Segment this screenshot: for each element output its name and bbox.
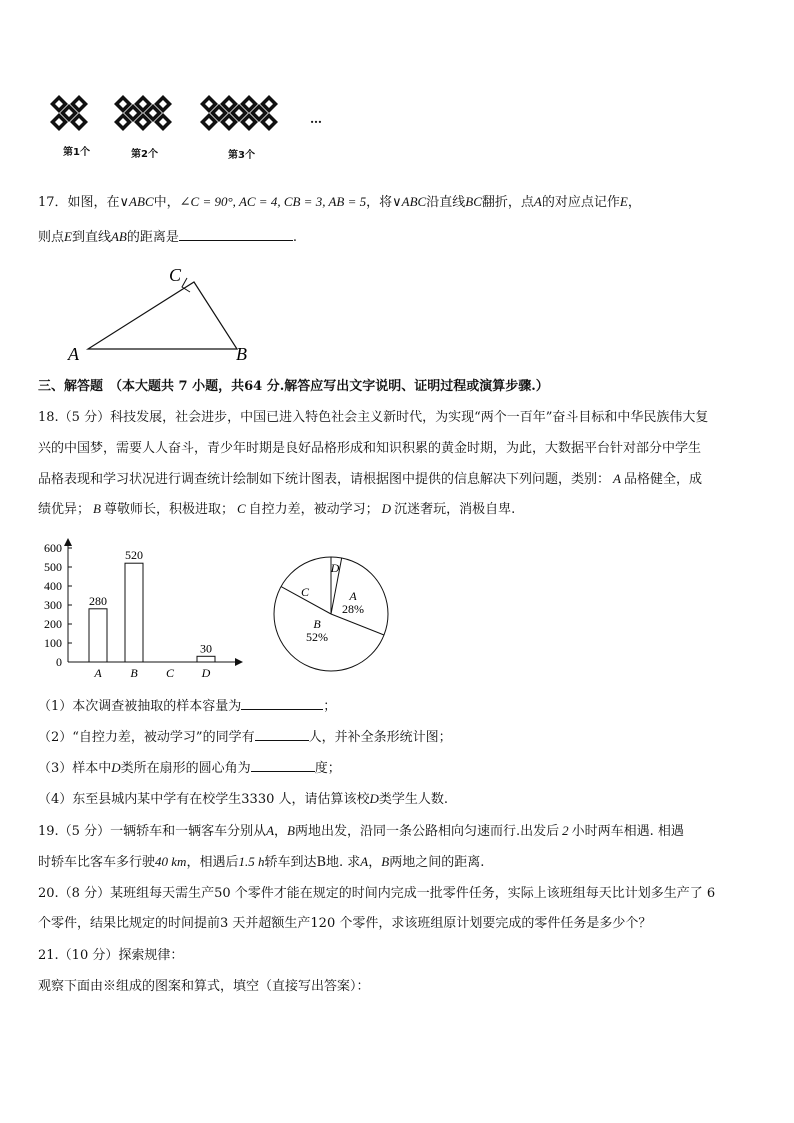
place-a: A: [266, 823, 275, 838]
q18-sub-4: [38, 790, 448, 809]
category-label-b: B: [130, 666, 138, 680]
slice-percent-b: 52%: [306, 630, 328, 644]
category-d: D: [381, 501, 392, 516]
q19-text: 小时两车相遇. 相遇: [571, 824, 684, 839]
q18-sub-text: 类所在扇形的圆心角为: [120, 761, 251, 776]
line-ab: AB: [110, 229, 127, 244]
q18-text: 品格健全，成: [623, 472, 702, 487]
category-d: D: [369, 791, 379, 806]
y-tick-label: 0: [56, 655, 62, 669]
bar-a: [89, 609, 107, 662]
y-tick-label: 500: [44, 560, 62, 574]
q18-line-2: 兴的中国梦，需要人人奋斗，青少年时期是良好品格形成和知识积累的黄金时期，为此，大数据平台针对部分中学生: [38, 441, 702, 456]
slice-label-b: B: [313, 617, 321, 631]
q19-line-2: [38, 853, 484, 872]
q19-line-1: [38, 822, 684, 841]
vertex-c-label: C: [169, 265, 182, 285]
q17-line-1: [38, 193, 641, 212]
q18-sub-text: （4）东至县城内某中学有在校学生3330 人，请估算该校: [38, 792, 370, 807]
point-a: A: [533, 194, 542, 209]
q19-text: 时轿车比客车多行驶: [38, 855, 156, 870]
y-tick-label: 300: [44, 598, 62, 612]
q18-sub-text: （2）“自控力差，被动学习”的同学有: [38, 730, 255, 745]
category-b: B: [93, 501, 101, 516]
q19-text: 两地出发，沿同一条公路相向匀速而行.出发后: [295, 824, 560, 839]
category-c: C: [236, 501, 246, 516]
q17-triangle-figure: [60, 260, 260, 368]
q17-text: 翻折，点: [481, 195, 534, 210]
slice-label-d: D: [330, 561, 340, 575]
section-note: （本大题共 7 小题，共64 分.解答应写出文字说明、证明过程或演算步骤.）: [109, 379, 549, 394]
place-b: B: [381, 854, 390, 869]
q18-sub-2: [38, 728, 452, 747]
q17-text: 沿直线: [426, 195, 466, 210]
q18-sub-text: 类学生人数.: [378, 792, 449, 807]
pattern-caption-1: 第1个: [63, 147, 90, 158]
bar-b: [125, 563, 143, 662]
q17-text: 的对应点记作: [541, 195, 620, 210]
category-label-c: C: [165, 666, 175, 680]
pattern-3: [200, 95, 278, 131]
q17-text: 中，: [153, 195, 180, 210]
q17-number: 17．如图，在: [38, 195, 120, 210]
q17-conditions: ∠C = 90°, AC = 4, CB = 3, AB = 5: [179, 194, 367, 209]
hours-value: 2: [562, 823, 569, 838]
y-tick-label: 100: [44, 636, 62, 650]
q19-text: ，: [274, 824, 288, 839]
pattern-caption-2: 第2个: [131, 149, 158, 160]
q19-text: 轿车到达: [264, 855, 317, 870]
place-b: B: [287, 823, 295, 838]
q19-text: ，相遇后: [186, 855, 239, 870]
line-bc: BC: [465, 194, 482, 209]
bar-value-label-b: 520: [125, 548, 143, 563]
q18-line-1: 18.（5 分）科技发展，社会进步，中国已进入特色社会主义新时代，为实现“两个一百年”奋斗目标和中华民族伟大复: [38, 410, 709, 425]
slice-label-a: A: [349, 589, 357, 603]
vertex-a-label: A: [68, 344, 79, 364]
q18-text: 沉迷奢玩，消极自卑.: [394, 502, 516, 517]
q19-text: 两地之间的距离.: [389, 855, 485, 870]
q18-sub-text: （1）本次调查被抽取的样本容量为: [38, 699, 242, 714]
pattern-2: [114, 95, 172, 131]
triangle-abc: ∨ABC: [119, 194, 154, 209]
y-tick-label: 200: [44, 617, 62, 631]
y-tick-label: 400: [44, 579, 62, 593]
category-c-count-blank[interactable]: [255, 728, 309, 741]
place-a: A: [360, 854, 369, 869]
q18-line-4: [38, 500, 515, 519]
q17-text: .: [292, 230, 298, 245]
q17-answer-blank[interactable]: [179, 228, 293, 241]
bar-d: [197, 656, 215, 662]
q20-line-1: 20.（8 分）某班组每天需生产50 个零件才能在规定的时间内完成一批零件任务，实际上该班组每天比计划多生产了 6: [38, 886, 716, 901]
diamond-pattern-figure: [50, 92, 340, 140]
pattern-ellipsis: …: [310, 112, 322, 126]
q21-line-2: 观察下面由※组成的图案和算式，填空（直接写出答案）：: [38, 979, 370, 994]
point-e: E: [619, 194, 628, 209]
section-3-header: [38, 378, 549, 396]
q17-text: ，将: [366, 195, 393, 210]
q18-sub-text: ；: [323, 699, 337, 714]
q19-text: ，: [368, 855, 382, 870]
place-b: B: [316, 855, 327, 870]
q18-sub-text: 度；: [314, 761, 341, 776]
sample-size-blank[interactable]: [241, 697, 323, 710]
category-a: A: [613, 471, 621, 486]
slice-label-c: C: [300, 585, 310, 599]
category-label-a: A: [94, 666, 102, 680]
q17-text: 则点: [38, 230, 65, 245]
point-e: E: [64, 229, 72, 244]
pattern-caption-3: 第3个: [228, 150, 255, 161]
pattern-1: [50, 95, 88, 131]
time-value: 1.5 h: [238, 854, 265, 869]
q18-sub-3: [38, 759, 341, 778]
bar-value-label-d: 30: [200, 641, 212, 656]
x-axis-arrow: [235, 658, 243, 666]
q18-text: 尊敬师长，积极进取；: [103, 502, 234, 517]
slice-percent-a: 28%: [342, 602, 364, 616]
q19-text: 地. 求: [326, 855, 361, 870]
category-label-d: D: [201, 666, 211, 680]
q18-sub-text: （3）样本中: [38, 761, 112, 776]
pie-chart: [268, 548, 394, 680]
q18-line-3: [38, 470, 702, 489]
vertex-b-label: B: [236, 344, 247, 364]
q17-text: 的距离是: [126, 230, 179, 245]
q17-text: 到直线: [71, 230, 111, 245]
q18-sub-text: 人，并补全条形统计图；: [308, 730, 452, 745]
q21-line-1: 21.（10 分）探索规律：: [38, 948, 184, 963]
q18-text: 品格表现和学习状况进行调查统计绘制如下统计图表，请根据图中提供的信息解决下列问题，类别：: [38, 472, 611, 487]
q20-line-2: 个零件，结果比规定的时间提前3 天并超额生产120 个零件，求该班组原计划要完成的零件任务是多少个？: [38, 916, 652, 931]
q18-text: 绩优异；: [38, 502, 91, 517]
q17-text: ，: [627, 195, 641, 210]
central-angle-blank[interactable]: [251, 759, 315, 772]
distance-value: 40 km: [155, 854, 187, 869]
y-axis-arrow: [64, 538, 72, 546]
section-title: 三、解答题: [38, 379, 104, 394]
q18-text: 自控力差，被动学习；: [248, 502, 379, 517]
bar-chart: [30, 536, 245, 684]
q19-text: 19.（5 分）一辆轿车和一辆客车分别从: [38, 824, 267, 839]
category-d: D: [111, 760, 121, 775]
triangle-shape: [88, 282, 237, 349]
triangle-abc: ∨ABC: [392, 194, 427, 209]
bar-value-label-a: 280: [89, 593, 107, 608]
q17-line-2: [38, 228, 297, 247]
q18-sub-1: [38, 697, 336, 716]
y-tick-label: 600: [44, 541, 62, 555]
